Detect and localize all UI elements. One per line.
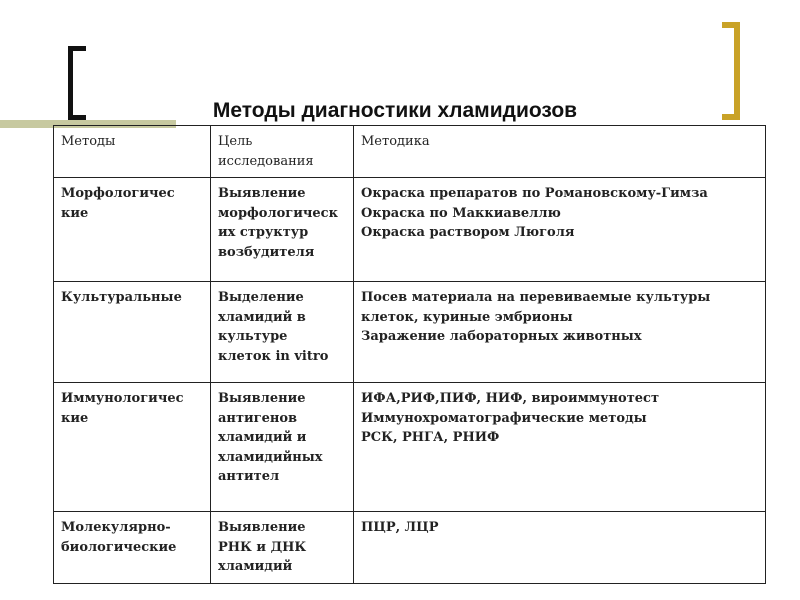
table-row [54, 512, 766, 584]
cell-goal: Выявление РНК и ДНК хламидий [211, 512, 354, 584]
table-row [54, 178, 766, 282]
cell-method: Морфологичес кие [54, 178, 211, 282]
header-methods: Методы [54, 126, 211, 178]
table-row [54, 282, 766, 383]
cell-technique: Посев материала на перевиваемые культуры клеток, куриные эмбрионы Заражение лабораторных животных [354, 282, 766, 383]
header-goal: Цель исследования [211, 126, 354, 178]
header-technique: Методика [354, 126, 766, 178]
table-row [54, 383, 766, 512]
table-header-row [54, 126, 766, 178]
diagnostics-table [53, 125, 766, 584]
cell-method: Молекулярно- биологические [54, 512, 211, 584]
cell-technique: ИФА,РИФ,ПИФ, НИФ, вироиммунотест Иммунохроматографические методы РСК, РНГА, РНИФ [354, 383, 766, 512]
cell-goal: Выявление морфологическ их структур возбудителя [211, 178, 354, 282]
cell-technique: ПЦР, ЛЦР [354, 512, 766, 584]
cell-method: Иммунологичес кие [54, 383, 211, 512]
slide-title: Методы диагностики хламидиозов [212, 99, 578, 122]
cell-technique: Окраска препаратов по Романовскому-Гимза Окраска по Маккиавеллю Окраска раствором Люголя [354, 178, 766, 282]
cell-goal: Выявление антигенов хламидий и хламидийных антител [211, 383, 354, 512]
cell-method: Культуральные [54, 282, 211, 383]
cell-goal: Выделение хламидий в культуре клеток in vitro [211, 282, 354, 383]
